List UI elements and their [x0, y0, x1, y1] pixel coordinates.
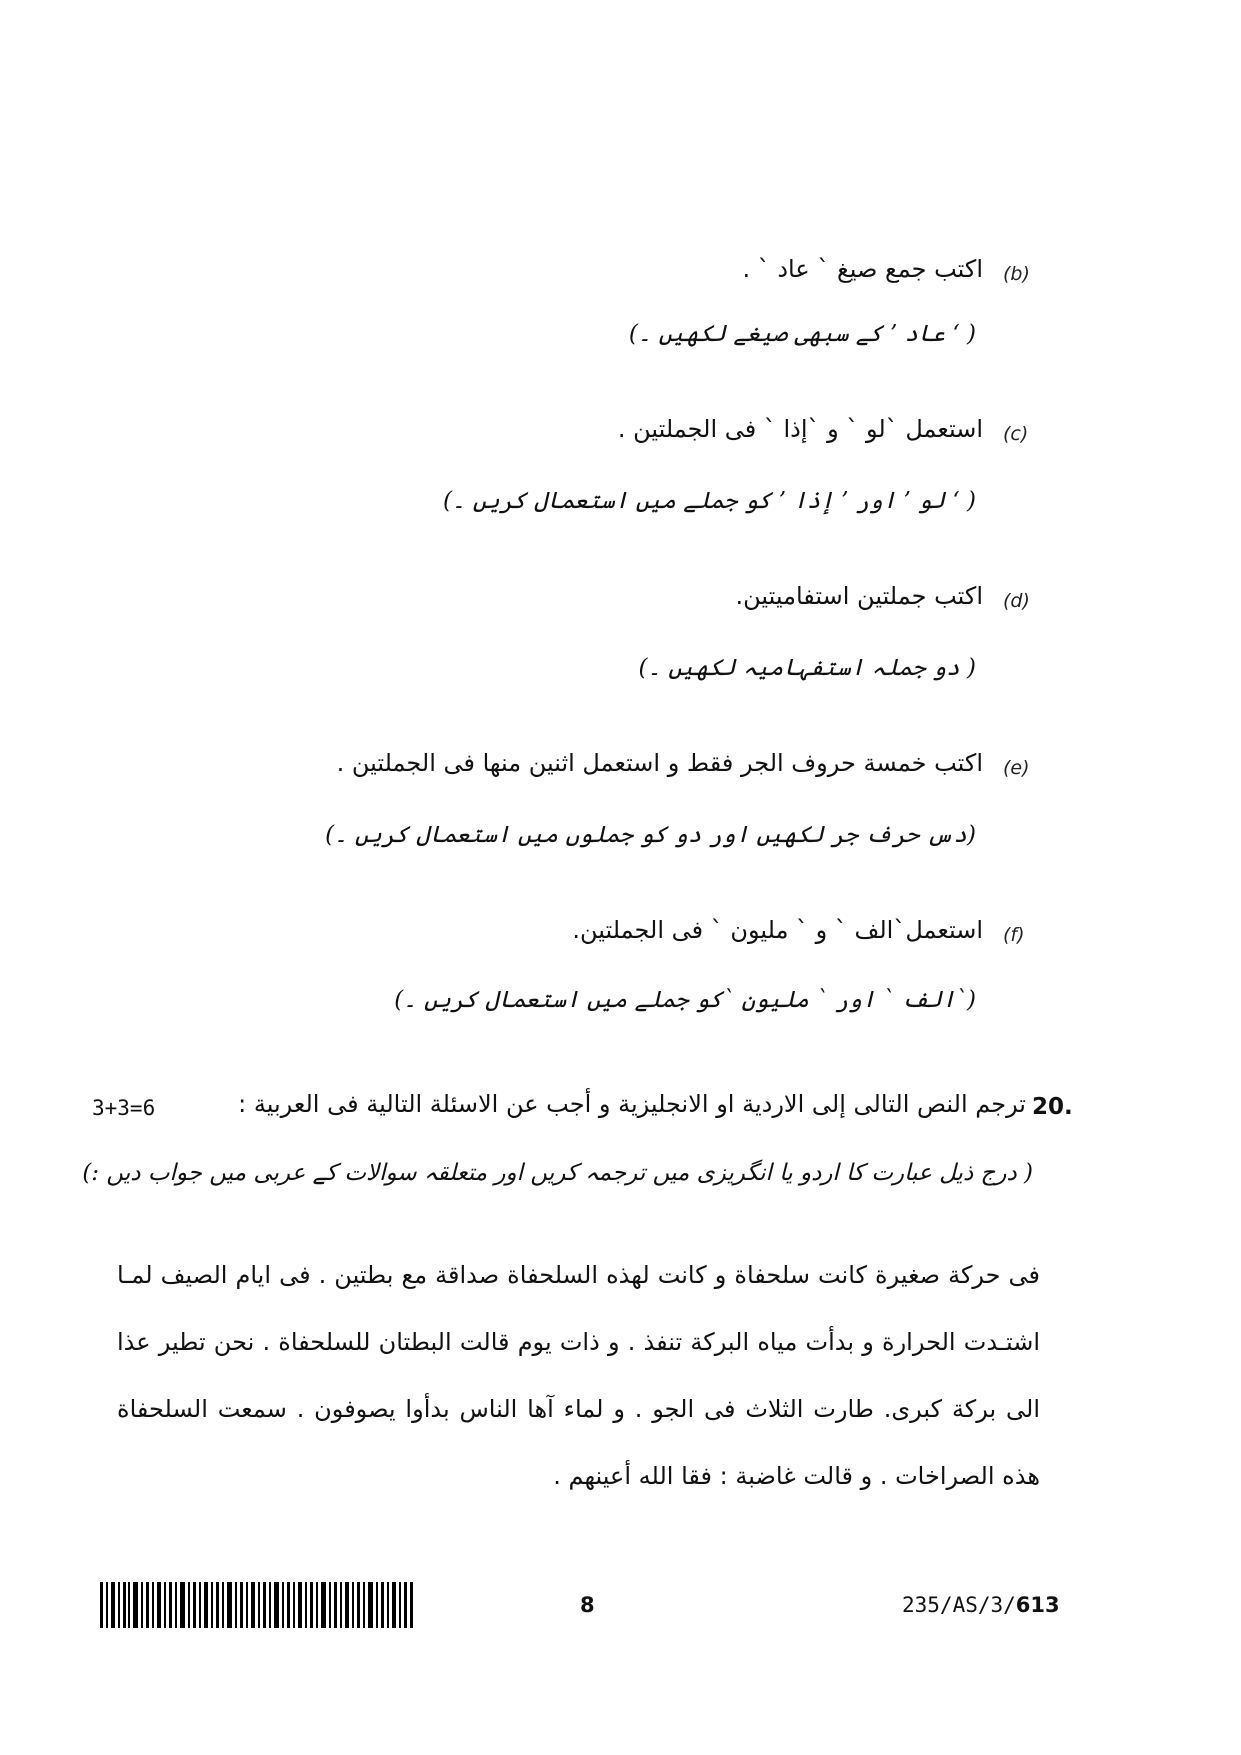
paper-code-number: 613	[1015, 1593, 1060, 1617]
question-e-label: (e)	[1003, 757, 1030, 779]
question-20-number: 20.	[1032, 1094, 1073, 1120]
question-20-arabic: ترجم النص التالی إلی الاردیة او الانجلیزیة و أجب عن الاسئلة التالیة فی العربیة :	[238, 1090, 1026, 1118]
question-e-urdu: (دس حرف جر لکھیں اور دو کو جملوں میں استعمال کریں ۔)	[325, 822, 976, 848]
question-b-label: (b)	[1003, 263, 1030, 285]
question-c-urdu: ( ‘ لو ’ اور ’ إذا ’ کو جملے میں استعمال کریں ۔)	[442, 488, 976, 514]
question-d-arabic: اكتب جملتین استفامیتین.	[735, 582, 983, 610]
question-e-arabic: اكتب خمسة حروف الجر فقط و استعمل اثنین منها فی الجملتین .	[336, 749, 983, 777]
question-c-label: (c)	[1003, 423, 1029, 445]
page-number: 8	[580, 1593, 595, 1617]
question-f-label: (f)	[1003, 924, 1025, 946]
question-b-urdu: ( ‘ عاد ’ کے سبھی صیغے لکھیں ۔)	[628, 321, 976, 347]
paper-code	[902, 1593, 1060, 1617]
question-d-label: (d)	[1003, 590, 1030, 612]
question-20-marks: 3+3=6	[92, 1096, 156, 1120]
question-b-arabic: اكتب جمع صيغ ` عاد ` .	[742, 255, 983, 283]
barcode	[100, 1582, 415, 1628]
question-f-arabic: استعمل`الف ` و ` ملیون ` فی الجملتین.	[572, 916, 983, 944]
question-20-urdu: ( درج ذیل عبارت کا اردو یا انگریزی میں ترجمہ کریں اور متعلقہ سوالات کے عربی میں جواب دیں :)	[82, 1160, 1033, 1186]
question-d-urdu: ( دو جملہ استفہامیہ لکھیں ۔)	[638, 655, 976, 681]
question-f-urdu: (`الف ` اور ` ملیون `کو جملے میں استعمال کریں ۔)	[394, 987, 976, 1013]
question-c-arabic: استعمل `لو ` و `إذا ` فی الجملتین .	[617, 415, 983, 443]
question-20-passage: فی حركة صغیرة كانت سلحفاة و كانت لهذه السلحفاة صداقة مع بطتین . فی ایام الصیف لمـا اشتـدت الحرارة و بدأت میاه البركة تنفذ . و ذات یوم قالت البطتان للسلحفاة . نحن تطیر عذا الی بركة كبری. طارت الثلاث فی الجو . و لماء آها الناس بدأوا یصوفون . سمعت السلحفاة هذه الصراخات . و قالت غاضبة : فقا الله أعینهم .	[117, 1261, 1040, 1490]
paper-code-prefix: 235/AS/3/	[902, 1593, 1016, 1617]
